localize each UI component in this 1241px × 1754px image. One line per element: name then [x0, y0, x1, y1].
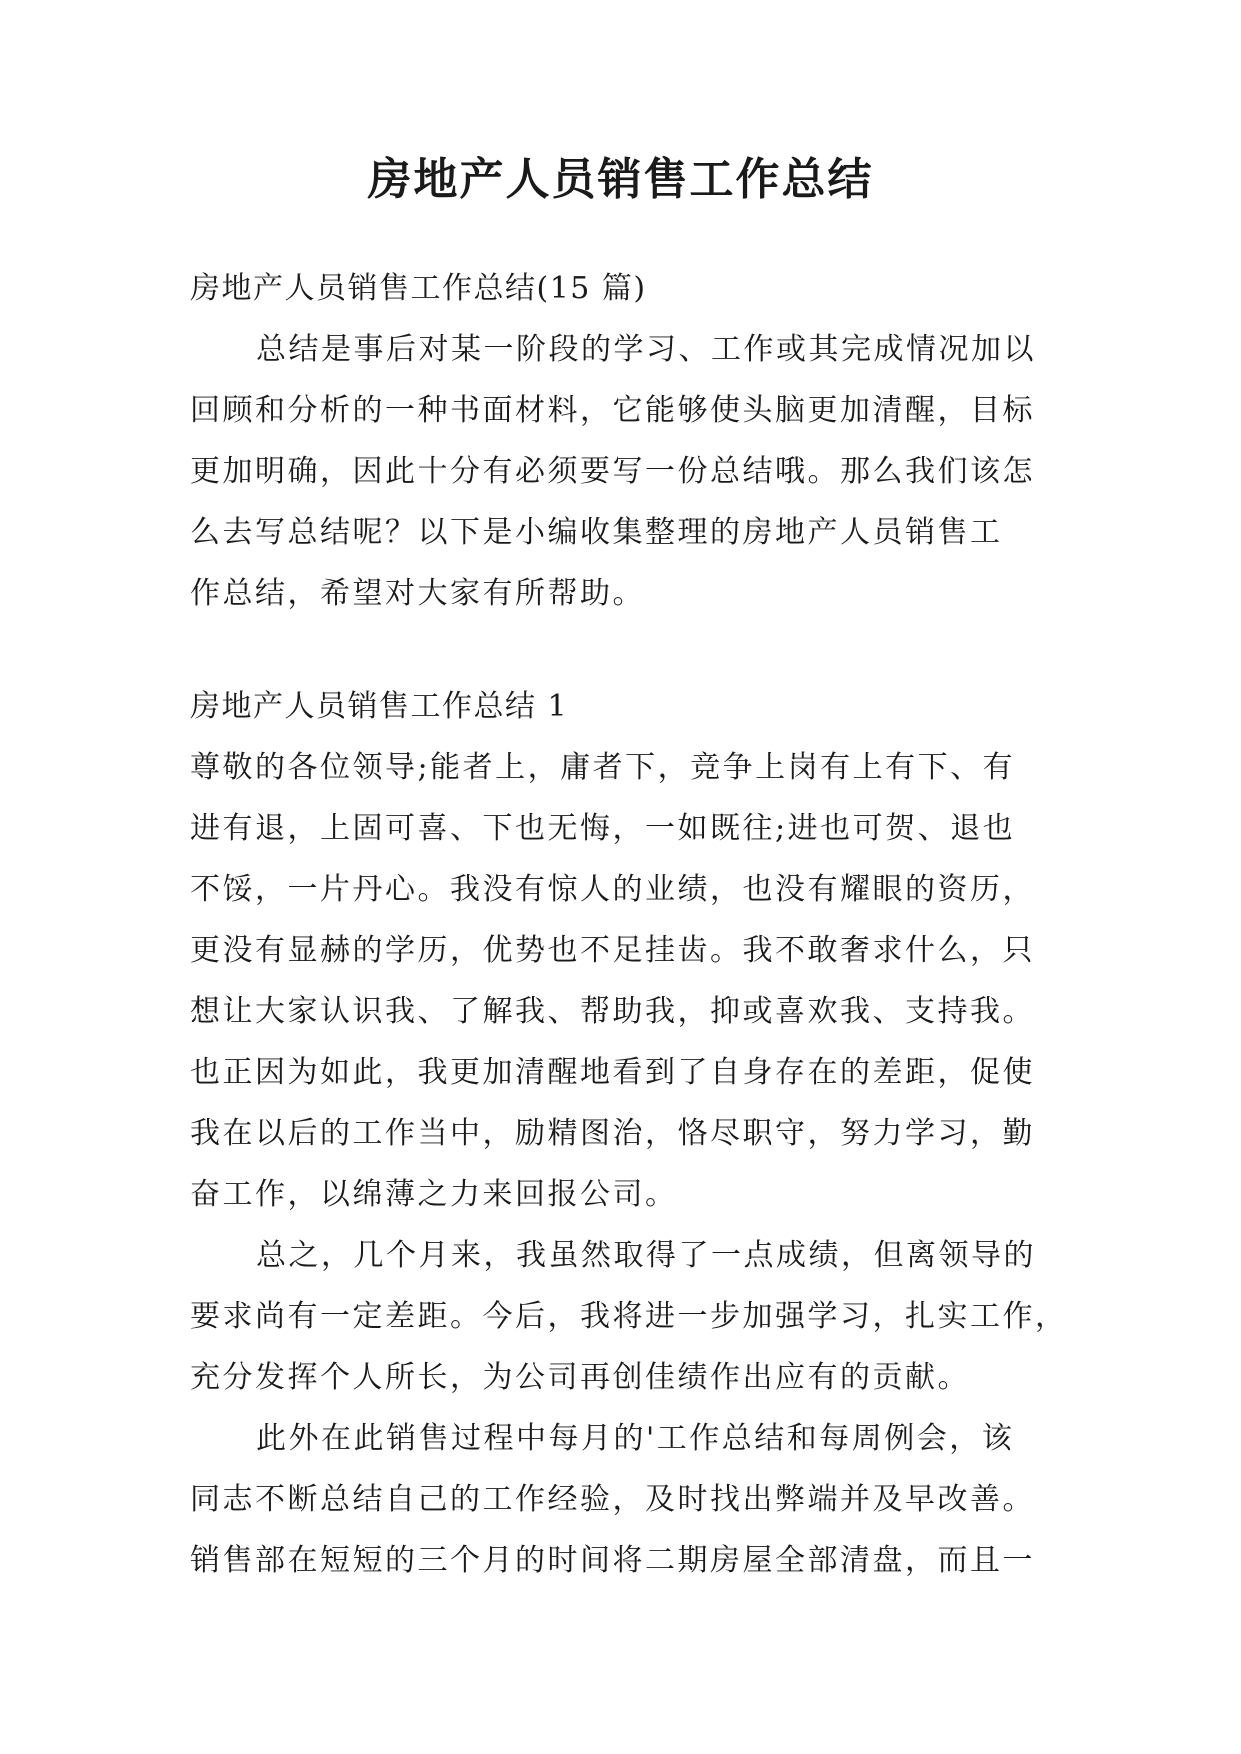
- section-spacer: [190, 624, 1060, 676]
- section1-paragraph-1: [190, 737, 1060, 1225]
- paragraph-line: 作总结，希望对大家有所帮助。: [190, 576, 645, 611]
- paragraph-line: 我在以后的工作当中，励精图治，恪尽职守，努力学习，勤: [190, 1116, 1035, 1151]
- paragraph-line: 充分发挥个人所长，为公司再创佳绩作出应有的贡献。: [190, 1360, 970, 1395]
- document-subtitle: 房地产人员销售工作总结(15 篇): [190, 271, 647, 306]
- section1-paragraph-3: [190, 1408, 1060, 1591]
- paragraph-line: 要求尚有一定差距。今后，我将进一步加强学习，扎实工作，: [190, 1299, 1068, 1334]
- paragraph-line: 同志不断总结自己的工作经验，及时找出弊端并及早改善。: [190, 1482, 1035, 1517]
- section1-paragraph-2: [190, 1225, 1068, 1408]
- document-body: [190, 258, 1068, 1591]
- paragraph-line: 么去写总结呢？以下是小编收集整理的房地产人员销售工: [190, 515, 1003, 550]
- paragraph-line: 总之，几个月来，我虽然取得了一点成绩，但离领导的: [256, 1238, 1036, 1273]
- section-heading: 房地产人员销售工作总结 1: [190, 689, 569, 724]
- paragraph-line: 尊敬的各位领导;能者上，庸者下，竞争上岗有上有下、有: [190, 750, 1016, 785]
- paragraph-line: 此外在此销售过程中每月的'工作总结和每周例会，该: [256, 1421, 1015, 1456]
- paragraph-line: 进有退，上固可喜、下也无悔，一如既往;进也可贺、退也: [190, 811, 1016, 846]
- paragraph-line: 更加明确，因此十分有必须要写一份总结哦。那么我们该怎: [190, 454, 1035, 489]
- paragraph-line: 总结是事后对某一阶段的学习、工作或其完成情况加以: [256, 332, 1036, 367]
- paragraph-line: 奋工作，以绵薄之力来回报公司。: [190, 1177, 678, 1212]
- paragraph-line: 想让大家认识我、了解我、帮助我，抑或喜欢我、支持我。: [190, 994, 1035, 1029]
- paragraph-line: 不馁，一片丹心。我没有惊人的业绩，也没有耀眼的资历，: [190, 872, 1035, 907]
- paragraph-line: 也正因为如此，我更加清醒地看到了自身存在的差距，促使: [190, 1055, 1035, 1090]
- paragraph-line: 销售部在短短的三个月的时间将二期房屋全部清盘，而且一: [190, 1543, 1035, 1578]
- paragraph-line: 回顾和分析的一种书面材料，它能够使头脑更加清醒，目标: [190, 393, 1035, 428]
- document-title: 房地产人员销售工作总结: [367, 154, 874, 205]
- intro-paragraph: [190, 319, 1060, 624]
- paragraph-line: 更没有显赫的学历，优势也不足挂齿。我不敢奢求什么，只: [190, 933, 1035, 968]
